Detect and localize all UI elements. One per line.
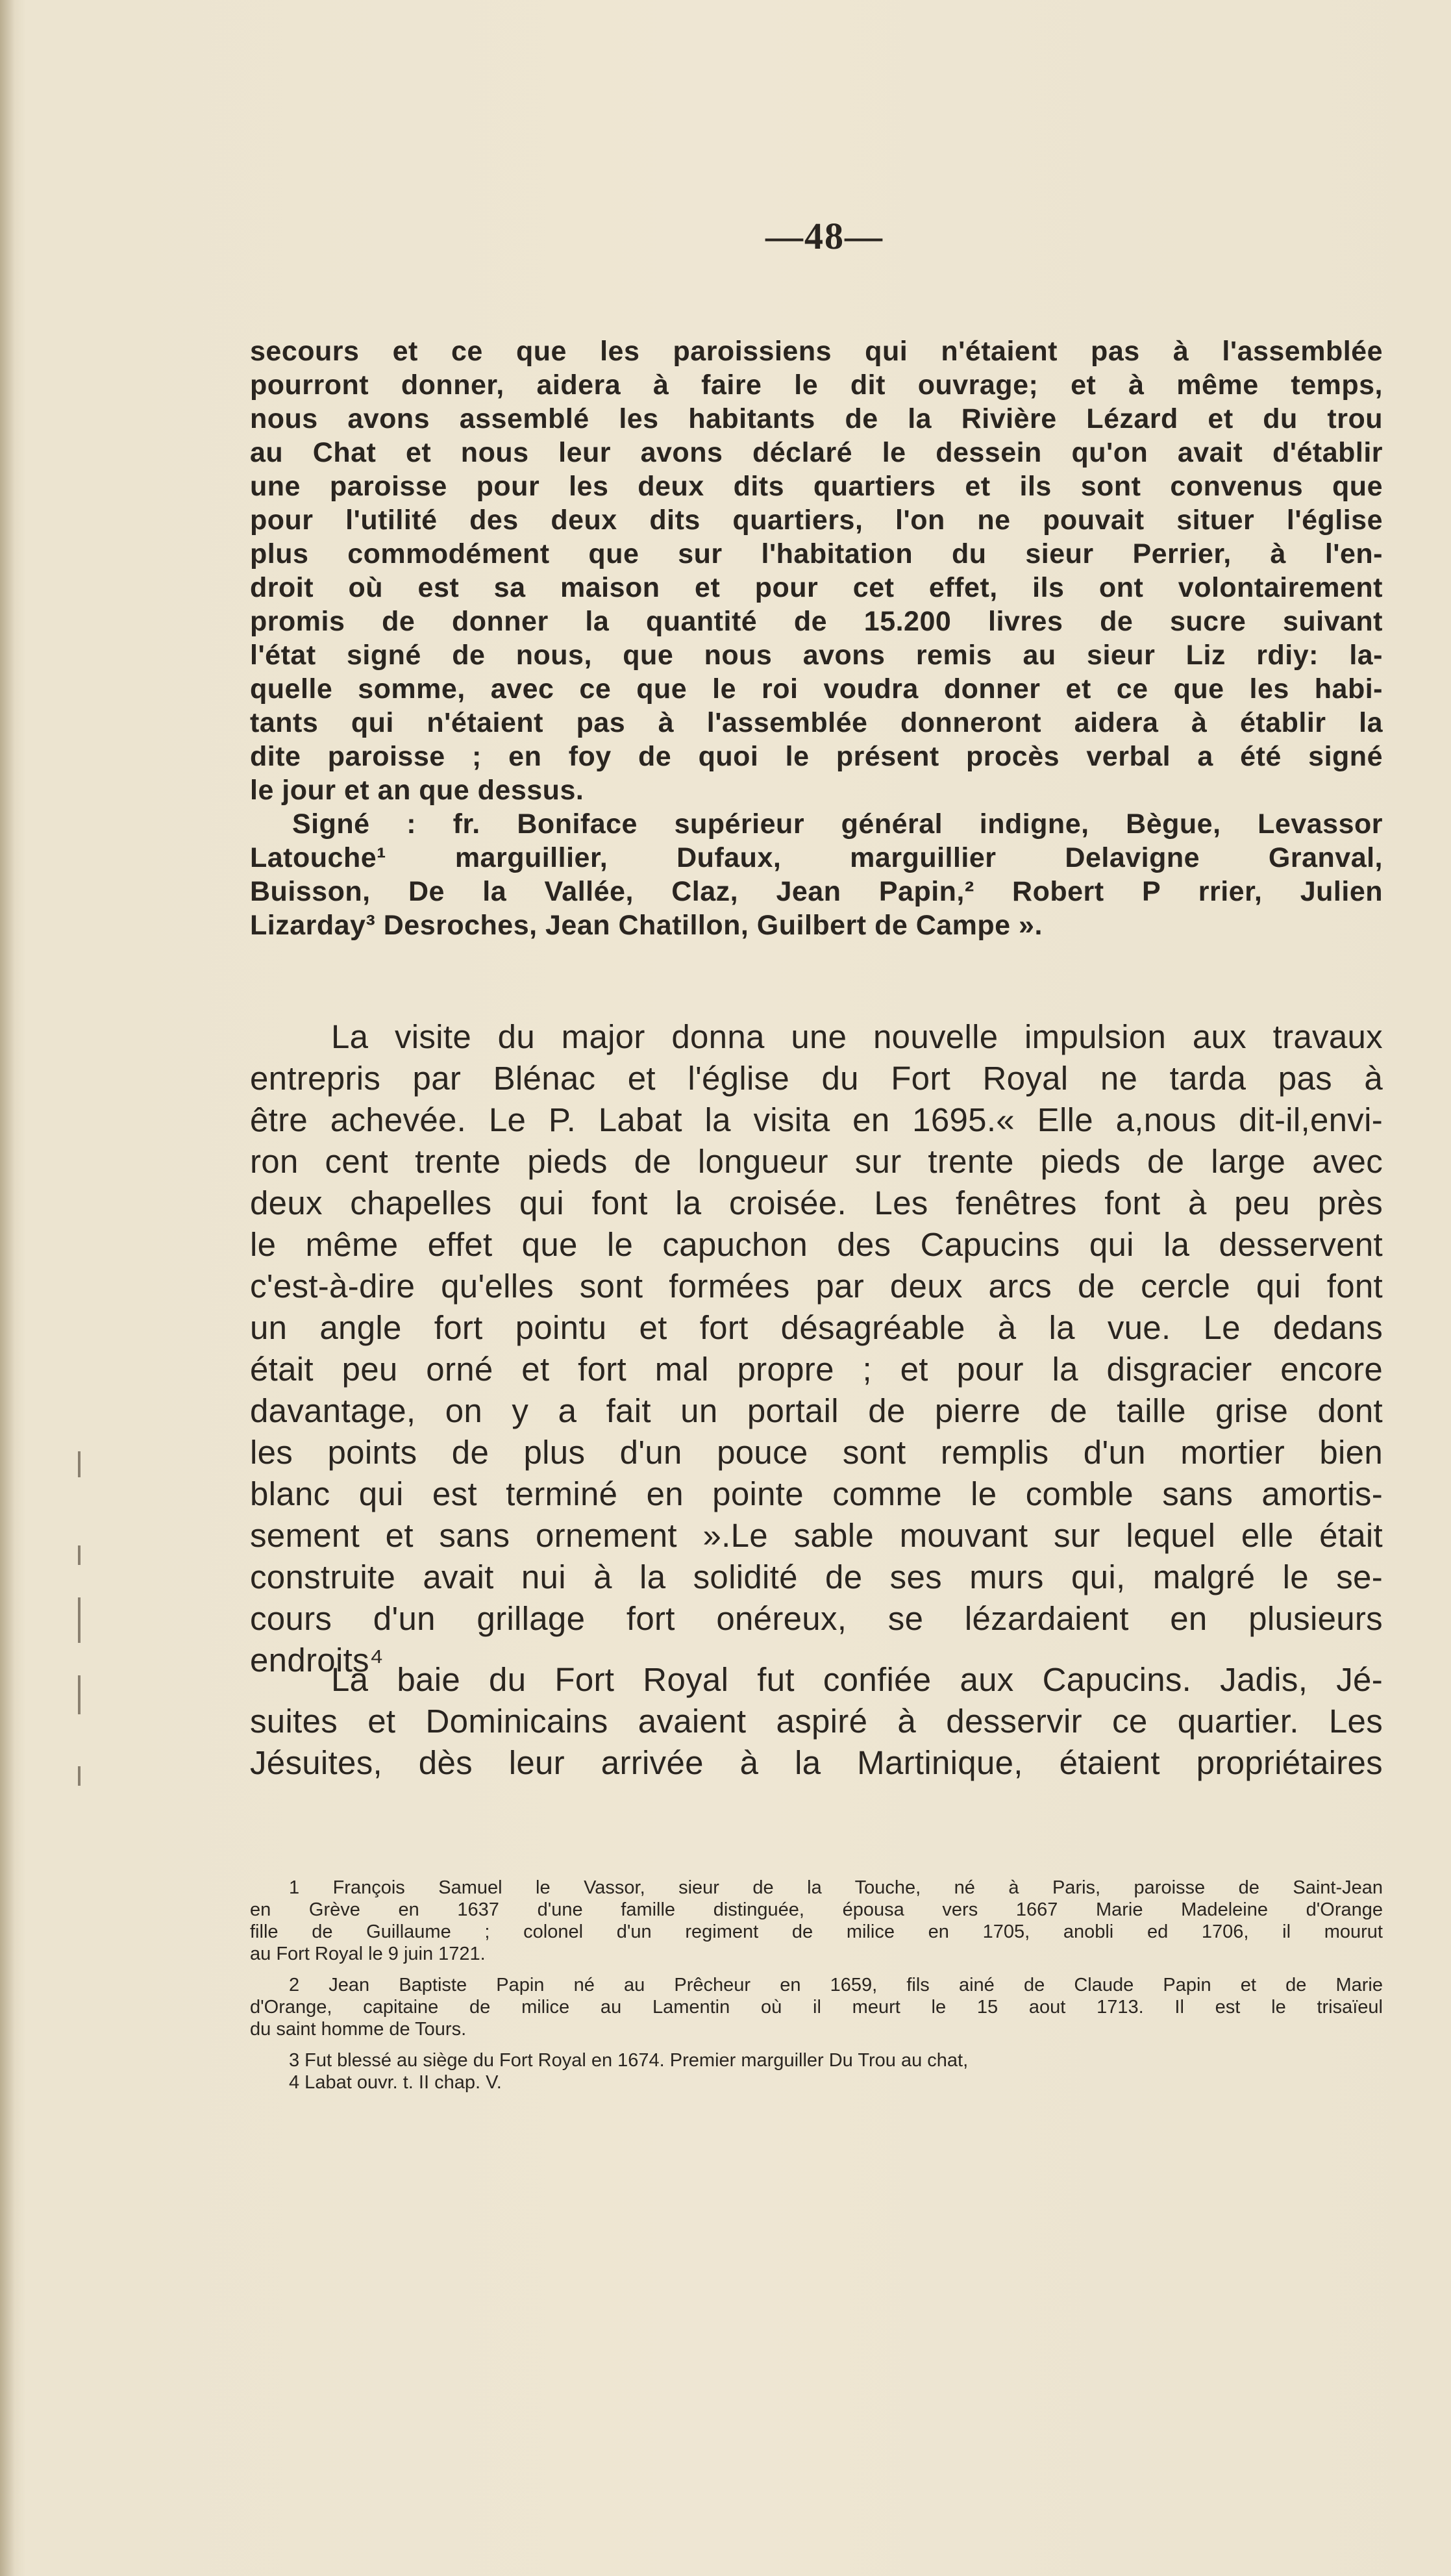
text-line: blanc qui est terminé en pointe comme le comble sans amortis-	[250, 1475, 1383, 1512]
footnote-line: du saint homme de Tours.	[250, 2019, 467, 2040]
text-line: était peu orné et fort mal propre ; et pour la disgracier encore	[250, 1351, 1383, 1388]
text-line: les points de plus d'un pouce sont remplis d'un mortier bien	[250, 1434, 1383, 1471]
footnote-line: d'Orange, capitaine de milice au Lamentin où il meurt le 15 aout 1713. Il est le trisaïeul	[250, 1997, 1383, 2018]
text-line: secours et ce que les paroissiens qui n'étaient pas à l'assemblée	[250, 336, 1383, 367]
body-paragraph-2	[250, 1659, 1383, 1784]
footnote-line: 4 Labat ouvr. t. II chap. V.	[289, 2072, 502, 2093]
signature-line: Signé : fr. Boniface supérieur général indigne, Bègue, Levassor	[292, 808, 1383, 840]
signature-line: Buisson, De la Vallée, Claz, Jean Papin,² Robert P rrier, Julien	[250, 876, 1383, 907]
text-line: pour l'utilité des deux dits quartiers, l'on ne pouvait situer l'église	[250, 505, 1383, 536]
footnote-line: 2 Jean Baptiste Papin né au Prêcheur en 1659, fils ainé de Claude Papin et de Marie	[289, 1975, 1383, 1995]
binding-edge	[0, 0, 14, 2576]
footnote-line: en Grève en 1637 d'une famille distinguée, épousa vers 1667 Marie Madeleine d'Orange	[250, 1899, 1383, 1920]
text-line: le même effet que le capuchon des Capucins qui la desservent	[250, 1226, 1383, 1263]
text-line: droit où est sa maison et pour cet effet, ils ont volontairement	[250, 572, 1383, 603]
text-line: un angle fort pointu et fort désagréable à la vue. Le dedans	[250, 1309, 1383, 1346]
proces-verbal-quote	[250, 334, 1383, 942]
text-line: ron cent trente pieds de longueur sur trente pieds de large avec	[250, 1143, 1383, 1180]
text-line: sement et sans ornement ».Le sable mouvant sur lequel elle était	[250, 1517, 1383, 1554]
paragraph	[250, 1659, 1383, 1784]
footnotes	[250, 1877, 1383, 2103]
text-line: promis de donner la quantité de 15.200 livres de sucre suivant	[250, 606, 1383, 637]
text-line: construite avait nui à la solidité de ses murs qui, malgré le se-	[250, 1558, 1383, 1595]
text-line: tants qui n'étaient pas à l'assemblée donneront aidera à établir la	[250, 707, 1383, 738]
text-line: une paroisse pour les deux dits quartiers et ils sont convenus que	[250, 471, 1383, 502]
signatures-paragraph	[250, 807, 1383, 942]
text-line: Jésuites, dès leur arrivée à la Martinique, étaient propriétaires	[250, 1744, 1383, 1781]
text-line: au Chat et nous leur avons déclaré le dessein qu'on avait d'établir	[250, 437, 1383, 468]
footnote-line: au Fort Royal le 9 juin 1721.	[250, 1944, 486, 1964]
text-line: le jour et an que dessus.	[250, 775, 584, 806]
margin-mark	[78, 1451, 81, 1477]
paragraph	[250, 1016, 1383, 1681]
text-line: être achevée. Le P. Labat la visita en 1695.« Elle a,nous dit-il,envi-	[250, 1101, 1383, 1138]
text-line: La baie du Fort Royal fut confiée aux Capucins. Jadis, Jé-	[331, 1661, 1383, 1698]
quote-paragraph	[250, 334, 1383, 807]
text-line: cours d'un grillage fort onéreux, se lézardaient en plusieurs	[250, 1600, 1383, 1637]
signature-line: Latouche¹ marguillier, Dufaux, marguillier Delavigne Granval,	[250, 842, 1383, 873]
page-number: —48—	[765, 215, 884, 257]
footnote-line: 1 François Samuel le Vassor, sieur de la Touche, né à Paris, paroisse de Saint-Jean	[289, 1877, 1383, 1898]
signature-line: Lizarday³ Desroches, Jean Chatillon, Guilbert de Campe ».	[250, 910, 1043, 941]
footnote-2	[250, 1974, 1383, 2040]
footnote-3-4	[250, 2049, 1383, 2094]
text-line: l'état signé de nous, que nous avons remis au sieur Liz rdiy: la-	[250, 640, 1383, 671]
text-line: endroits⁴	[250, 1642, 384, 1679]
footnote-1	[250, 1877, 1383, 1965]
text-line: plus commodément que sur l'habitation du sieur Perrier, à l'en-	[250, 538, 1383, 569]
text-line: dite paroisse ; en foy de quoi le présent procès verbal a été signé	[250, 741, 1383, 772]
margin-mark	[78, 1597, 81, 1643]
margin-mark	[78, 1766, 81, 1786]
margin-mark	[78, 1545, 81, 1565]
text-line: entrepris par Blénac et l'église du Fort Royal ne tarda pas à	[250, 1060, 1383, 1097]
text-line: pourront donner, aidera à faire le dit ouvrage; et à même temps,	[250, 369, 1383, 401]
margin-mark	[78, 1675, 81, 1714]
footnote-line: 3 Fut blessé au siège du Fort Royal en 1674. Premier marguiller Du Trou au chat,	[289, 2050, 969, 2071]
text-line: quelle somme, avec ce que le roi voudra donner et ce que les habi-	[250, 673, 1383, 705]
text-line: davantage, on y a fait un portail de pierre de taille grise dont	[250, 1392, 1383, 1429]
text-line: c'est-à-dire qu'elles sont formées par deux arcs de cercle qui font	[250, 1268, 1383, 1305]
body-paragraph-1	[250, 1016, 1383, 1681]
text-line: La visite du major donna une nouvelle impulsion aux travaux	[331, 1018, 1383, 1055]
text-line: deux chapelles qui font la croisée. Les fenêtres font à peu près	[250, 1184, 1383, 1221]
text-line: suites et Dominicains avaient aspiré à desservir ce quartier. Les	[250, 1703, 1383, 1740]
footnote-line: fille de Guillaume ; colonel d'un regiment de milice en 1705, anobli ed 1706, il mourut	[250, 1921, 1383, 1942]
text-line: nous avons assemblé les habitants de la Rivière Lézard et du trou	[250, 403, 1383, 434]
